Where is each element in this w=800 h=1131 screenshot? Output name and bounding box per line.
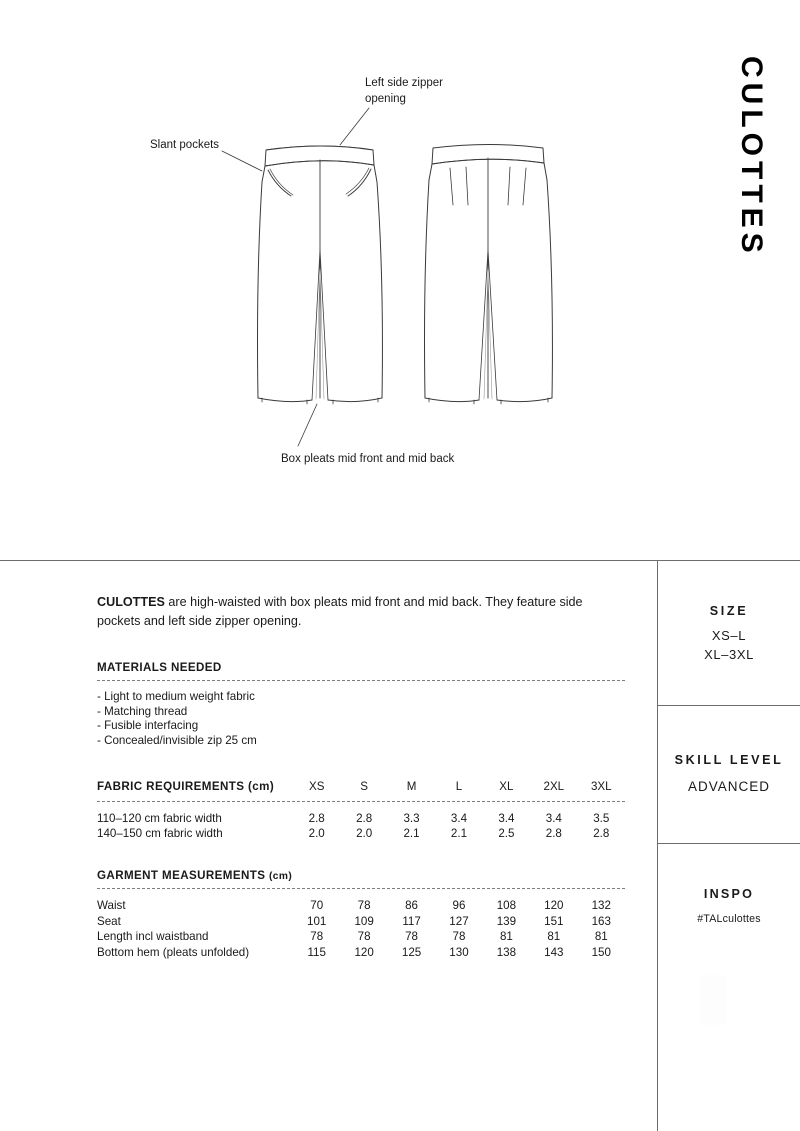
cell: 70 — [310, 899, 324, 913]
leader-box-pleats — [298, 404, 317, 446]
back-view — [425, 145, 553, 405]
cell: 115 — [307, 945, 326, 959]
cell: 86 — [405, 899, 418, 913]
cell: 2.0 — [356, 826, 373, 840]
garment-measurements-section — [97, 869, 625, 960]
cell: 78 — [357, 930, 371, 944]
leader-slant-pockets — [222, 151, 262, 171]
skill-level-value: ADVANCED — [687, 779, 770, 794]
info-sidebar — [658, 560, 800, 1131]
list-item: - Fusible interfacing — [97, 719, 199, 733]
cell: 78 — [310, 930, 324, 944]
garment-heading-text: GARMENT MEASUREMENTS — [97, 869, 266, 883]
front-view — [258, 146, 383, 404]
row-label: Bottom hem (pleats unfolded) — [97, 945, 250, 959]
table-row — [97, 897, 625, 913]
cell: 3.5 — [593, 811, 610, 825]
cell: 143 — [544, 945, 564, 959]
fabric-requirements-body — [97, 810, 625, 842]
cell: 2.0 — [308, 826, 325, 840]
materials-divider — [97, 680, 625, 681]
inspo-hashtag: #TALculottes — [697, 913, 761, 925]
cell: 120 — [354, 945, 374, 959]
cell: 130 — [449, 945, 469, 959]
cell: 81 — [499, 930, 513, 944]
row-label: Length incl waistband — [97, 930, 209, 944]
cell: 120 — [544, 899, 564, 913]
table-row — [97, 826, 625, 841]
spec-content — [97, 593, 625, 988]
size-col-xs: XS — [308, 780, 325, 794]
cell: 2.5 — [498, 826, 515, 840]
annotation-box-pleats: Box pleats mid front and mid back — [281, 453, 455, 465]
size-col-3xl: 3XL — [590, 780, 612, 794]
garment-measurements-heading — [97, 869, 625, 882]
fabric-requirements-table — [97, 779, 625, 800]
intro-lead: CULOTTES — [97, 595, 165, 609]
fabric-requirements-heading — [97, 779, 293, 800]
table-row — [97, 914, 625, 929]
cell: 151 — [544, 914, 564, 928]
cell: 78 — [357, 899, 371, 913]
cell: 81 — [594, 930, 608, 944]
size-title: SIZE — [709, 604, 749, 618]
technical-flat-illustration — [0, 0, 680, 540]
cell: 139 — [496, 914, 517, 928]
cell: 96 — [452, 899, 466, 913]
cell: 3.4 — [498, 811, 515, 825]
materials-list — [97, 690, 625, 749]
cell: 127 — [449, 914, 469, 928]
garment-measurements-table — [97, 897, 625, 960]
annotation-slant-pockets: Slant pockets — [150, 139, 220, 151]
fabric-heading-unit: (cm) — [248, 780, 275, 794]
cell: 125 — [401, 945, 422, 959]
list-item: - Matching thread — [97, 704, 188, 718]
list-item: - Light to medium weight fabric — [97, 689, 255, 703]
cell: 108 — [496, 899, 517, 913]
sidebar-section-skill-level — [658, 705, 800, 843]
cell: 2.8 — [356, 811, 373, 825]
cell: 78 — [405, 930, 418, 944]
annotation-zipper-line1: Left side zipper — [365, 77, 443, 89]
cell: 3.4 — [450, 811, 468, 825]
table-header-row — [97, 779, 625, 800]
row-label: 110–120 cm fabric width — [97, 811, 222, 825]
size-range-1: XS–L — [711, 628, 747, 643]
faint-watermark — [700, 975, 726, 1025]
size-col-s: S — [360, 780, 368, 794]
row-label: Seat — [97, 914, 121, 928]
cell: 138 — [496, 945, 517, 959]
fabric-heading-text: FABRIC REQUIREMENTS — [97, 780, 245, 794]
leader-zipper — [340, 108, 369, 145]
inspo-title: INSPO — [703, 887, 755, 901]
cell: 132 — [591, 899, 611, 913]
annotation-zipper-line2: opening — [365, 93, 406, 105]
size-col-m: M — [406, 780, 417, 794]
page-title: CULOTTES — [735, 56, 768, 258]
table-row — [97, 945, 625, 960]
row-label: 140–150 cm fabric width — [97, 826, 223, 840]
intro-paragraph — [97, 593, 622, 631]
cell: 101 — [307, 914, 327, 928]
cell: 150 — [591, 945, 611, 959]
size-col-l: L — [455, 780, 463, 794]
size-value — [658, 618, 800, 665]
cell: 2.1 — [450, 826, 468, 840]
cell: 2.8 — [545, 826, 562, 840]
cell: 109 — [354, 914, 374, 928]
cell: 3.3 — [403, 811, 420, 825]
cell: 2.1 — [403, 826, 420, 840]
table-row — [97, 810, 625, 826]
cell: 78 — [452, 930, 466, 944]
fabric-requirements-divider — [97, 801, 625, 802]
materials-section — [97, 661, 625, 749]
cell: 117 — [402, 914, 421, 928]
sidebar-section-inspo — [658, 843, 800, 963]
sidebar-section-size — [658, 560, 800, 705]
table-row — [97, 929, 625, 944]
cell: 163 — [591, 914, 611, 928]
materials-heading: MATERIALS NEEDED — [97, 660, 222, 674]
list-item: - Concealed/invisible zip 25 cm — [97, 734, 257, 748]
size-col-2xl: 2XL — [543, 780, 565, 794]
garment-measurements-divider — [97, 888, 625, 889]
cell: 3.4 — [545, 811, 562, 825]
cell: 2.8 — [593, 826, 610, 840]
intro-body: are high-waisted with box pleats mid front and mid back. They feature side pockets and left side zipper opening. — [97, 595, 583, 628]
cell: 81 — [547, 930, 561, 944]
row-label: Waist — [97, 899, 126, 913]
garment-heading-unit: (cm) — [269, 871, 293, 883]
skill-level-title: SKILL LEVEL — [674, 753, 784, 767]
cell: 2.8 — [308, 811, 325, 825]
size-range-2: XL–3XL — [704, 646, 754, 662]
fabric-requirements-section — [97, 779, 625, 841]
size-col-xl: XL — [499, 780, 514, 794]
